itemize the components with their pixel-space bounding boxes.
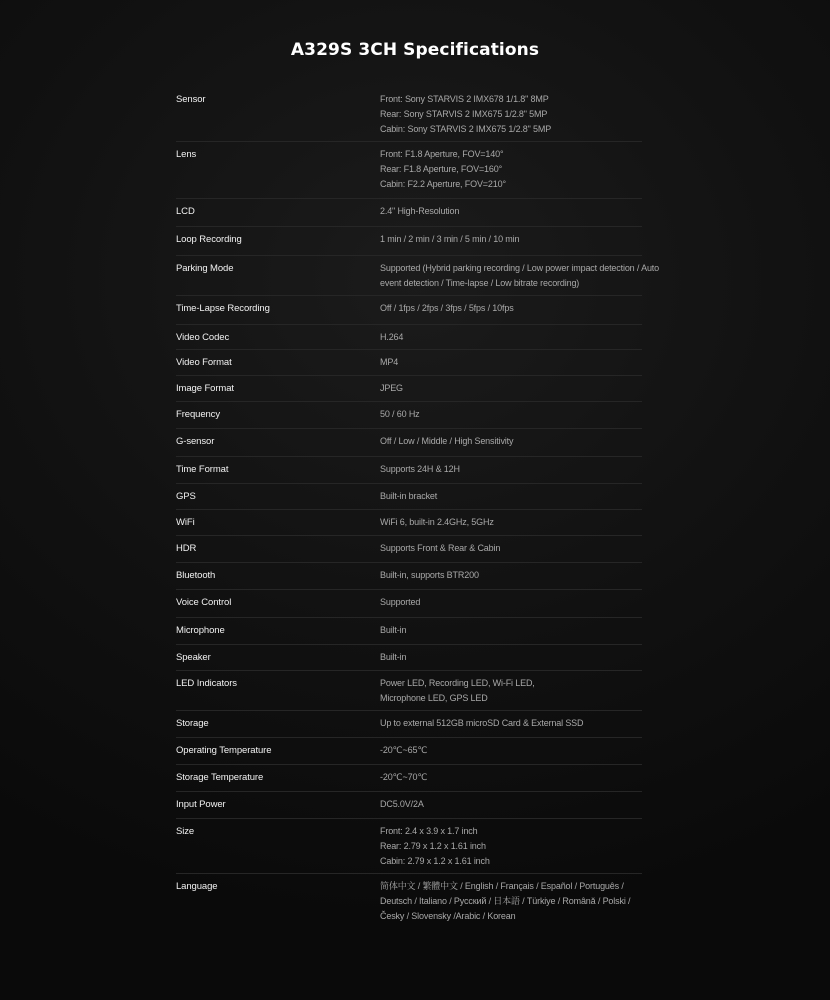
spec-value-line: JPEG xyxy=(380,383,403,393)
spec-value xyxy=(380,301,642,316)
spec-row xyxy=(176,711,642,738)
spec-row xyxy=(176,429,642,457)
spec-value-line: Cabin: 2.79 x 1.2 x 1.61 inch xyxy=(380,856,490,866)
spec-value-line: 1 min / 2 min / 3 min / 5 min / 10 min xyxy=(380,234,520,244)
spec-label: LCD xyxy=(176,206,195,217)
spec-value-line: Power LED, Recording LED, Wi-Fi LED, xyxy=(380,678,535,688)
spec-row xyxy=(176,142,642,199)
spec-value-line: Deutsch / Italiano / Русский / 日本語 / Türkiye / Română / Polski / xyxy=(380,896,631,906)
spec-label: Speaker xyxy=(176,652,211,663)
spec-label: Time Format xyxy=(176,464,229,475)
spec-value-line: Built-in xyxy=(380,652,407,662)
spec-value xyxy=(380,330,642,345)
spec-value-line: WiFi 6, built-in 2.4GHz, 5GHz xyxy=(380,517,494,527)
spec-value-line: Off / Low / Middle / High Sensitivity xyxy=(380,436,514,446)
spec-label: GPS xyxy=(176,491,196,502)
spec-value-line: -20℃~65℃ xyxy=(380,745,428,755)
spec-value xyxy=(380,92,642,137)
spec-value-line: Front: Sony STARVIS 2 IMX678 1/1.8" 8MP xyxy=(380,94,549,104)
spec-row xyxy=(176,536,642,563)
spec-value-line: Front: 2.4 x 3.9 x 1.7 inch xyxy=(380,826,478,836)
spec-value-line: Rear: F1.8 Aperture, FOV=160° xyxy=(380,164,503,174)
spec-value-line: Cabin: F2.2 Aperture, FOV=210° xyxy=(380,179,506,189)
spec-value xyxy=(380,650,642,665)
spec-row xyxy=(176,738,642,765)
spec-value-line: Supports Front & Rear & Cabin xyxy=(380,543,501,553)
spec-value-line: Front: F1.8 Aperture, FOV=140° xyxy=(380,149,504,159)
spec-value xyxy=(380,407,642,422)
spec-label: Storage xyxy=(176,718,209,729)
spec-value xyxy=(380,623,642,638)
spec-label: Voice Control xyxy=(176,597,232,608)
spec-label: WiFi xyxy=(176,517,195,528)
spec-label: Size xyxy=(176,826,195,837)
spec-value xyxy=(380,355,642,370)
spec-row xyxy=(176,325,642,350)
spec-value-line: Rear: Sony STARVIS 2 IMX675 1/2.8" 5MP xyxy=(380,109,548,119)
spec-value xyxy=(380,743,642,758)
spec-label: LED Indicators xyxy=(176,678,237,689)
spec-row xyxy=(176,256,660,296)
spec-value-line: 简体中文 / 繁體中文 / English / Français / Español / Português / xyxy=(380,881,624,891)
spec-row xyxy=(176,457,642,484)
spec-row xyxy=(176,618,642,645)
spec-row xyxy=(176,350,642,376)
spec-table xyxy=(176,87,696,934)
spec-row xyxy=(176,765,642,792)
spec-value-line: Cabin: Sony STARVIS 2 IMX675 1/2.8" 5MP xyxy=(380,124,552,134)
spec-label: Time-Lapse Recording xyxy=(176,303,270,314)
spec-row xyxy=(176,671,642,711)
spec-row xyxy=(176,510,642,536)
spec-row xyxy=(176,484,642,510)
spec-value xyxy=(380,716,642,731)
spec-value-line: 50 / 60 Hz xyxy=(380,409,420,419)
spec-value xyxy=(380,797,642,812)
spec-label: Storage Temperature xyxy=(176,772,264,783)
spec-label: Image Format xyxy=(176,383,234,394)
spec-value xyxy=(380,434,642,449)
spec-value xyxy=(380,595,642,610)
spec-row xyxy=(176,792,642,819)
spec-label: Video Format xyxy=(176,357,232,368)
spec-value-line: Supported xyxy=(380,597,421,607)
spec-label: Parking Mode xyxy=(176,263,234,274)
page-title: A329S 3CH Specifications xyxy=(290,40,540,60)
spec-value-line: Česky / Slovensky /Arabic / Korean xyxy=(380,911,516,921)
spec-value-line: Rear: 2.79 x 1.2 x 1.61 inch xyxy=(380,841,486,851)
spec-value-line: 2.4" High-Resolution xyxy=(380,206,460,216)
spec-label: Language xyxy=(176,881,218,892)
spec-value-line: Built-in bracket xyxy=(380,491,438,501)
spec-value xyxy=(380,676,642,706)
spec-value-line: Built-in xyxy=(380,625,407,635)
spec-label: Bluetooth xyxy=(176,570,216,581)
spec-label: Microphone xyxy=(176,625,225,636)
spec-row xyxy=(176,296,642,325)
spec-value-line: H.264 xyxy=(380,332,404,342)
spec-label: Lens xyxy=(176,149,197,160)
spec-value-line: Microphone LED, GPS LED xyxy=(380,693,488,703)
spec-value-line: Supported (Hybrid parking recording / Low power impact detection / Auto xyxy=(380,263,660,273)
spec-value xyxy=(380,489,642,504)
spec-value-line: Off / 1fps / 2fps / 3fps / 5fps / 10fps xyxy=(380,303,514,313)
spec-value-line: DC5.0V/2A xyxy=(380,799,424,809)
spec-label: Loop Recording xyxy=(176,234,242,245)
spec-value-line: event detection / Time-lapse / Low bitrate recording) xyxy=(380,278,580,288)
spec-label: Frequency xyxy=(176,409,220,420)
spec-label: Operating Temperature xyxy=(176,745,272,756)
spec-value-line: MP4 xyxy=(380,357,399,367)
spec-value xyxy=(380,147,642,192)
spec-row xyxy=(176,402,642,429)
spec-row xyxy=(176,199,642,227)
spec-label: Input Power xyxy=(176,799,226,810)
spec-value xyxy=(380,232,642,247)
spec-label: HDR xyxy=(176,543,197,554)
spec-value xyxy=(380,204,642,219)
spec-value xyxy=(380,824,642,869)
spec-value-line: -20℃~70℃ xyxy=(380,772,428,782)
spec-value xyxy=(380,770,642,785)
spec-row xyxy=(176,590,642,618)
spec-row xyxy=(176,645,642,671)
spec-row xyxy=(176,563,642,590)
spec-row xyxy=(176,819,642,874)
spec-value xyxy=(380,879,642,924)
spec-value-line: Supports 24H & 12H xyxy=(380,464,460,474)
spec-value xyxy=(380,568,642,583)
spec-value xyxy=(380,541,642,556)
spec-value xyxy=(380,261,659,291)
spec-row xyxy=(176,227,642,256)
spec-label: Sensor xyxy=(176,94,206,105)
spec-value xyxy=(380,515,642,530)
spec-label: G-sensor xyxy=(176,436,215,447)
spec-row xyxy=(176,874,642,934)
spec-label: Video Codec xyxy=(176,332,230,343)
spec-value-line: Up to external 512GB microSD Card & External SSD xyxy=(380,718,584,728)
spec-value xyxy=(380,381,642,396)
spec-value xyxy=(380,462,642,477)
spec-value-line: Built-in, supports BTR200 xyxy=(380,570,479,580)
spec-row xyxy=(176,376,642,402)
spec-row xyxy=(176,87,642,142)
